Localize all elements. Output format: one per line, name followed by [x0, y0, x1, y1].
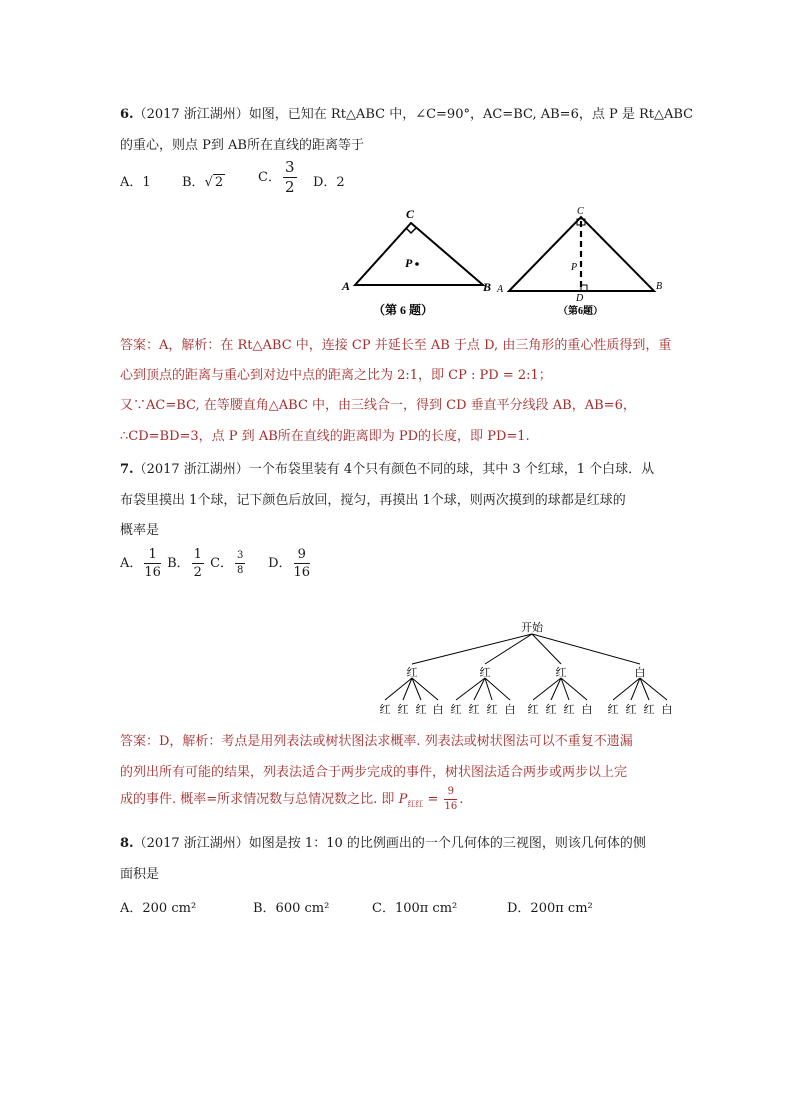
q7-options — [120, 548, 312, 579]
frac-num: 1 — [193, 547, 202, 562]
tree-leaf: 白 — [581, 703, 593, 716]
q7-stem-1: （2017 浙江湖州）一个布袋里装有 4个只有颜色不同的球，其中 3 个红球，1 个白球．从 — [133, 462, 655, 477]
tree-leaf: 红 — [607, 703, 619, 716]
tree-branches — [385, 634, 667, 700]
q6-answer-4: ∴CD=BD=3，点 P 到 AB所在直线的距离即为 PD的长度，即 PD=1. — [120, 429, 530, 444]
centroid-point — [415, 262, 419, 266]
q7-option-d-label: D． — [268, 556, 292, 571]
tree-leaf: 红 — [468, 703, 480, 716]
tree-leaf: 红 — [545, 703, 557, 716]
q7-option-a-fraction — [144, 548, 161, 579]
q7-option-b-label: B． — [167, 556, 190, 571]
q6-answer-2: 心到顶点的距离与重心到对边中点的距离之比为 2:1，即 CP : PD = 2:1； — [120, 368, 552, 383]
tree-leaf: 红 — [643, 703, 655, 716]
q6-figure-2 — [492, 203, 677, 323]
q7-option-c-fraction — [235, 551, 245, 576]
q7-option-a-label: A． — [120, 556, 143, 571]
q8-number: 8. — [120, 836, 134, 851]
q6-option-b-radicand: 2 — [214, 175, 224, 190]
tree-leaf: 红 — [563, 703, 575, 716]
fig2-label-d: D — [576, 293, 584, 304]
equals-sign: = — [423, 792, 443, 807]
q6-answer-1: 答案：A，解析：在 Rt△ABC 中，连接 CP 并延长至 AB 于点 D, 由三角形的重心性质得到，重 — [120, 338, 672, 353]
frac-num: 3 — [284, 158, 295, 176]
tree-leaf: 红 — [486, 703, 498, 716]
prob-subscript: 红红 — [407, 799, 424, 809]
q6-option-b — [182, 171, 225, 190]
tree-leaf: 红 — [415, 703, 427, 716]
triangle-abc — [355, 223, 483, 285]
q7-stem-2: 布袋里摸出 1个球，记下颜色后放回，搅匀，再摸出 1个球，则两次摸到的球都是红球的 — [120, 493, 626, 508]
fig2-label-a: A — [497, 284, 504, 295]
frac-num: 3 — [235, 551, 245, 564]
q7-answer-fraction — [444, 787, 457, 812]
tree-leaf: 红 — [379, 703, 391, 716]
frac-num: 9 — [294, 548, 311, 564]
q7-line1 — [120, 458, 654, 477]
tree-leaf: 红 — [450, 703, 462, 716]
q6-figure-1 — [335, 205, 500, 320]
fig2-label-c: C — [577, 206, 584, 217]
q8-stem-2: 面积是 — [120, 867, 160, 882]
q6-answer-3: 又∵AC=BC, 在等腰直角△ABC 中，由三线合一，得到 CD 垂直平分线段 AB，AB=6， — [120, 398, 636, 413]
fig2-label-p: P — [571, 262, 578, 273]
fig2-caption: （第6题） — [558, 306, 603, 317]
q8-line1 — [120, 832, 646, 851]
q7-option-d-fraction — [294, 548, 311, 579]
q7-answer-2: 的列出所有可能的结果，列表法适合于两步完成的事件，树状图法适合两步或两步以上完 — [120, 765, 628, 780]
fig1-caption: （第 6 题） — [373, 303, 434, 317]
fig2-label-b: B — [656, 281, 663, 292]
tree-node: 红 — [555, 666, 567, 679]
q7-option-b-fraction — [192, 548, 204, 579]
q7-answer-3 — [120, 787, 463, 812]
q7-number: 7. — [120, 462, 134, 477]
fig1-label-c: C — [406, 207, 415, 221]
period: . — [459, 792, 464, 807]
q6-stem-2: 的重心，则点 P到 AB所在直线的距离等于 — [120, 138, 364, 153]
frac-num: 1 — [144, 548, 161, 564]
prob-symbol: P — [398, 792, 408, 807]
q7-answer-3-text: 成的事件. 概率=所求情况数与总情况数之比. 即 — [120, 792, 399, 807]
tree-node: 红 — [479, 666, 491, 679]
tree-leaf: 白 — [432, 703, 444, 716]
q6-option-c-fraction — [283, 160, 297, 195]
tree-leaf: 白 — [661, 703, 673, 716]
q8-option-d: D．200π cm² — [507, 901, 593, 916]
fig1-label-a: A — [342, 279, 351, 293]
q6-option-c — [258, 160, 299, 195]
frac-den: 2 — [284, 178, 295, 196]
frac-num: 9 — [444, 787, 457, 800]
fig1-label-p: P — [405, 256, 413, 270]
frac-den: 16 — [144, 565, 161, 580]
q8-option-c: C．100π cm² — [372, 901, 458, 916]
q6-option-a: A．1 — [120, 175, 151, 190]
frac-den: 8 — [237, 565, 244, 576]
frac-den: 16 — [293, 565, 311, 580]
q6-option-c-label: C． — [258, 170, 281, 185]
q6-option-d: D．2 — [313, 175, 345, 190]
tree-leaf: 红 — [527, 703, 539, 716]
tree-leaf: 红 — [625, 703, 637, 716]
q8-stem-1: （2017 浙江湖州）如图是按 1：10 的比例画出的一个几何体的三视图，则该几何体的侧 — [133, 836, 646, 851]
q8-option-a: A．200 cm² — [120, 901, 197, 916]
q6-number: 6. — [120, 107, 134, 122]
frac-den: 16 — [444, 801, 458, 812]
q6-option-b-label: B． — [182, 175, 205, 190]
tree-node: 红 — [406, 666, 418, 679]
q8-option-b: B．600 cm² — [253, 901, 330, 916]
right-angle-mark — [406, 228, 416, 233]
q7-answer-1: 答案：D，解析：考点是用列表法或树状图法求概率. 列表法或树状图法可以不重复不遗漏 — [120, 734, 633, 749]
sqrt-symbol: √ 2 — [204, 175, 224, 190]
q7-stem-3: 概率是 — [120, 523, 160, 538]
tree-node: 白 — [634, 666, 646, 679]
q7-option-c-label: C． — [210, 556, 234, 571]
frac-den: 2 — [193, 565, 202, 580]
q6-line1 — [120, 103, 693, 122]
q6-stem-1: （2017 浙江湖州）如图，已知在 Rt△ABC 中，∠C=90°，AC=BC, AB=6，点 P 是 Rt△ABC — [133, 107, 694, 122]
tree-leaf: 白 — [504, 703, 516, 716]
q7-tree-diagram — [370, 618, 680, 718]
tree-leaf: 红 — [397, 703, 409, 716]
fig1-label-b: B — [483, 280, 492, 294]
tree-root: 开始 — [521, 621, 543, 634]
